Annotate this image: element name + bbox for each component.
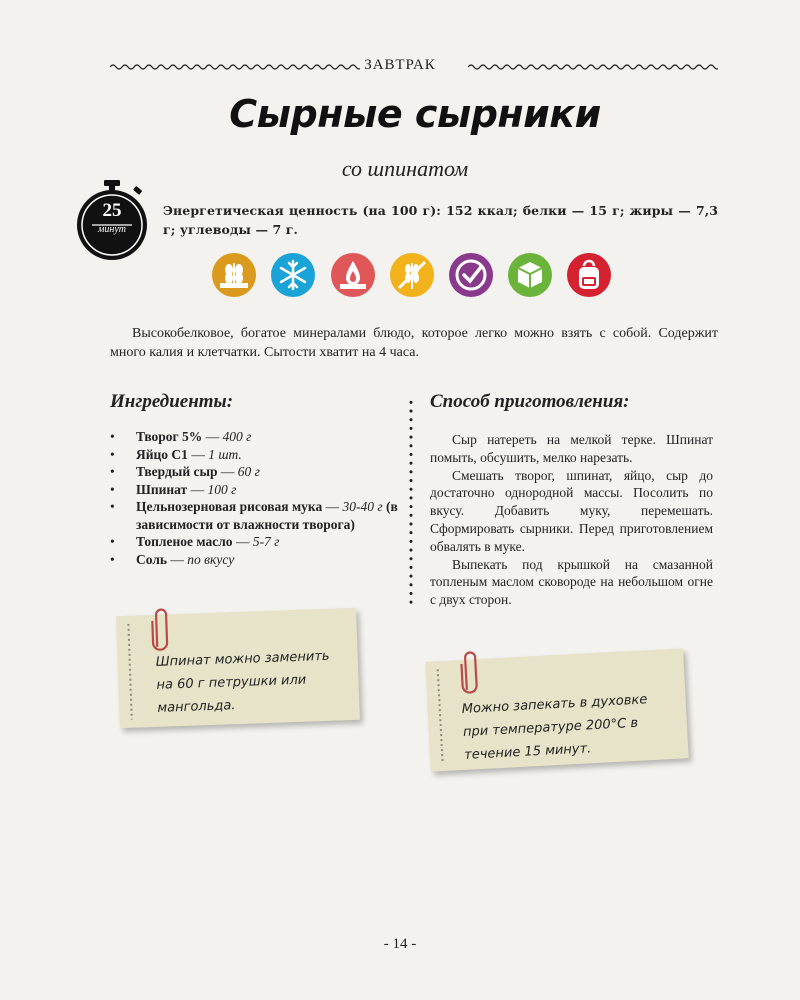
snowflake-icon xyxy=(271,253,315,297)
timer-unit: минут xyxy=(97,224,126,235)
ingredient-item xyxy=(110,481,410,499)
column-divider xyxy=(409,398,413,608)
ingredient-item xyxy=(110,498,410,533)
ingredient-amount: 60 г xyxy=(237,464,260,479)
nutrition-info: Энергетическая ценность (на 100 г): 152 ккал; белки — 15 г; жиры — 7,3 г; углеводы — 7 г. xyxy=(163,203,718,237)
ingredient-amount: 5-7 г xyxy=(252,534,280,549)
ingredient-separator: — xyxy=(187,481,208,497)
perforation xyxy=(126,624,133,720)
note-text: Можно запекать в духовке при температуре 200°С в течение 15 минут. xyxy=(461,692,648,763)
ingredient-amount: по вкусу xyxy=(187,551,235,567)
method-heading: Способ приготовления: xyxy=(430,391,630,412)
ingredients-heading: Ингредиенты: xyxy=(110,391,234,412)
ingredient-separator: — xyxy=(167,551,188,567)
ingredient-separator: — xyxy=(322,499,343,514)
ingredient-amount: 30-40 г xyxy=(342,499,383,514)
page-number: - 14 - xyxy=(383,936,417,952)
drops-icon xyxy=(331,253,375,297)
ingredient-item xyxy=(110,551,410,569)
note-card xyxy=(425,648,688,771)
gluten-free-icon xyxy=(390,253,434,297)
method-paragraph: Смешать творог, шпинат, яйцо, сыр до достаточно однородной массы. Посолить по вкусу. Добавить муку, перемешать. Сформировать сырники. Перед приготовлением обвалять в муке. xyxy=(430,467,713,554)
recipe-subtitle: со шпинатом xyxy=(341,156,469,181)
method-paragraph: Сыр натереть на мелкой терке. Шпинат помыть, обсушить, мелко нарезать. xyxy=(430,432,713,465)
ingredient-separator: — xyxy=(187,446,209,462)
method-paragraph: Выпекать под крышкой на смазанной топленым маслом сковороде на небольшом огне с двух сторон. xyxy=(430,556,713,608)
note-text: Шпинат можно заменить на 60 г петрушки или мангольда. xyxy=(155,648,330,716)
ingredient-separator: — xyxy=(232,534,253,549)
ingredient-name: Шпинат xyxy=(136,481,188,497)
ingredient-name: Соль xyxy=(136,551,168,567)
ingredient-amount: 400 г xyxy=(222,429,252,444)
ingredient-separator: — xyxy=(202,429,223,444)
intro-paragraph: Высокобелковое, богатое минералами блюдо, которое легко можно взять с собой. Содержит много калия и клетчатки. Сытости хватит на 4 часа. xyxy=(110,326,718,360)
paperclip-icon xyxy=(150,606,172,653)
backpack-icon xyxy=(567,253,611,297)
timer-minutes: 25 xyxy=(102,200,122,221)
recipe-title: Сырные сырники xyxy=(229,92,601,136)
ingredient-item xyxy=(110,463,410,481)
ingredient-item xyxy=(110,446,410,464)
ingredient-name: Топленое масло xyxy=(136,534,233,549)
check-icon xyxy=(449,253,493,297)
wheat-icon xyxy=(212,253,256,297)
note-card xyxy=(116,608,360,728)
box-icon xyxy=(508,253,552,297)
ingredient-name: Творог 5% xyxy=(136,429,203,444)
ingredient-item xyxy=(110,533,410,551)
ingredient-amount: 100 г xyxy=(207,481,237,497)
ingredient-item xyxy=(110,428,410,446)
ingredient-name: Твердый сыр xyxy=(136,464,218,479)
section-title: ЗАВТРАК xyxy=(364,57,436,73)
ingredient-separator: — xyxy=(217,464,238,479)
ingredients-list xyxy=(110,428,410,568)
ingredient-name: Цельнозерновая рисовая мука xyxy=(136,499,323,514)
paperclip-icon xyxy=(459,649,481,696)
ingredient-name: Яйцо С1 xyxy=(136,446,188,462)
ingredient-amount: 1 шт. xyxy=(208,446,242,462)
perforation xyxy=(436,669,445,763)
ingredient-note: (в зависимости от влажности творога) xyxy=(136,499,398,532)
method-text xyxy=(430,431,713,609)
